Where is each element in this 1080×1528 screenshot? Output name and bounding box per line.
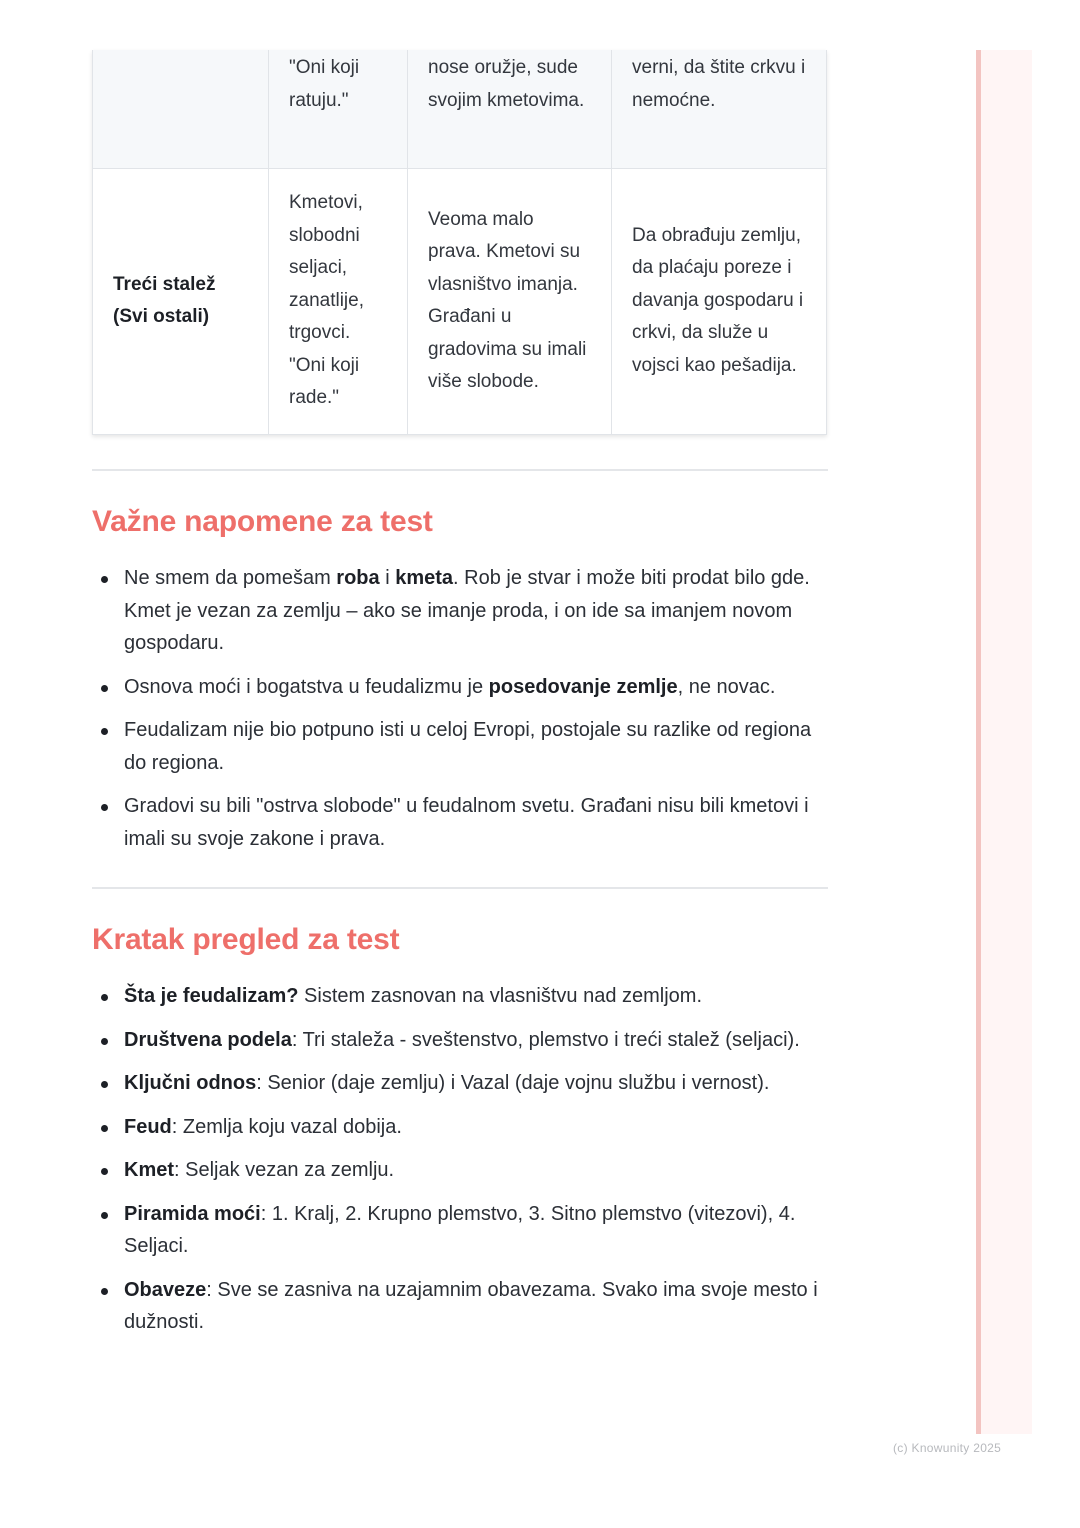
list-item bbox=[92, 1111, 832, 1144]
summary-term: Ključni odnos bbox=[124, 1072, 257, 1094]
side-margin-panel bbox=[976, 50, 1032, 1434]
table-cell-rights: Veoma malo prava. Kmetovi su vlasništvo imanja. Građani u gradovima su imali više slobode. bbox=[408, 168, 612, 434]
copyright-footer: (c) Knowunity 2025 bbox=[893, 1441, 1002, 1455]
table-cell-estate bbox=[93, 50, 269, 168]
note-text: Osnova moći i bogatstva u feudalizmu je bbox=[124, 675, 489, 698]
divider bbox=[92, 469, 828, 471]
summary-text: : Tri staleža - sveštenstvo, plemstvo i treći stalež (seljaci). bbox=[291, 1028, 800, 1051]
list-item bbox=[92, 1274, 832, 1339]
summary-term: Piramida moći bbox=[124, 1202, 261, 1225]
summary-text: : Sve se zasniva na uzajamnim obavezama. Svako ima svoje mesto i dužnosti. bbox=[124, 1278, 818, 1333]
table-cell-duties: Da obrađuju zemlju, da plaćaju poreze i davanja gospodaru i crkvi, da služe u vojsci kao pešadija. bbox=[612, 168, 827, 434]
note-text: i bbox=[379, 567, 396, 589]
summary-text: : Zemlja koju vazal dobija. bbox=[171, 1115, 402, 1138]
table-row bbox=[93, 50, 827, 168]
list-item bbox=[92, 1024, 832, 1057]
summary-term: Društvena podela bbox=[124, 1028, 292, 1051]
summary-heading: Kratak pregled za test bbox=[92, 923, 400, 956]
table-cell-members: Kmetovi, slobodni seljaci, zanatlije, trgovci. "Oni koji rade." bbox=[269, 168, 408, 434]
summary-list bbox=[92, 980, 832, 1350]
estate-subtitle: (Svi ostali) bbox=[113, 306, 210, 327]
note-bold: posedovanje zemlje bbox=[488, 675, 678, 698]
list-item bbox=[92, 714, 832, 779]
table-cell-rights: nose oružje, sude svojim kmetovima. bbox=[408, 50, 612, 168]
divider bbox=[92, 887, 828, 889]
estate-name: Treći stalež bbox=[113, 273, 216, 295]
list-item bbox=[92, 1198, 832, 1263]
summary-term: Šta je feudalizam? bbox=[124, 985, 299, 1007]
summary-text: : 1. Kralj, 2. Krupno plemstvo, 3. Sitno plemstvo (vitezovi), 4. Seljaci. bbox=[124, 1202, 796, 1257]
summary-term: Kmet bbox=[124, 1159, 175, 1181]
note-text: Feudalizam nije bio potpuno isti u celoj Evropi, postojale su razlike od regiona do regiona. bbox=[124, 719, 812, 774]
notes-heading: Važne napomene za test bbox=[92, 505, 433, 538]
note-text: . Rob je stvar i može biti prodat bilo gde. Kmet je vezan za zemlju – ako se imanje proda, i on ide sa imanjem novom gospodaru. bbox=[124, 567, 810, 654]
list-item bbox=[92, 671, 832, 704]
notes-list bbox=[92, 562, 832, 866]
note-text: Ne smem da pomešam bbox=[124, 567, 337, 589]
note-bold: roba bbox=[336, 567, 380, 589]
table-cell-members: "Oni koji ratuju." bbox=[269, 50, 408, 168]
list-item bbox=[92, 790, 832, 855]
summary-text: Sistem zasnovan na vlasništvu nad zemljom. bbox=[298, 985, 703, 1007]
summary-term: Feud bbox=[124, 1115, 172, 1138]
summary-text: : Senior (daje zemlju) i Vazal (daje vojnu službu i vernost). bbox=[256, 1072, 770, 1094]
list-item bbox=[92, 1154, 832, 1187]
estates-table bbox=[92, 50, 827, 435]
summary-term: Obaveze bbox=[124, 1278, 207, 1301]
list-item bbox=[92, 562, 832, 660]
summary-text: : Seljak vezan za zemlju. bbox=[174, 1159, 395, 1181]
note-text: , ne novac. bbox=[677, 675, 776, 698]
list-item bbox=[92, 1067, 832, 1100]
note-text: Gradovi su bili "ostrva slobode" u feudalnom svetu. Građani nisu bili kmetovi i imali su svoje zakone i prava. bbox=[124, 795, 809, 850]
table-cell-duties: verni, da štite crkvu i nemoćne. bbox=[612, 50, 827, 168]
note-bold: kmeta bbox=[395, 567, 454, 589]
list-item bbox=[92, 980, 832, 1013]
table-cell-estate bbox=[93, 168, 269, 434]
table-row bbox=[93, 168, 827, 434]
